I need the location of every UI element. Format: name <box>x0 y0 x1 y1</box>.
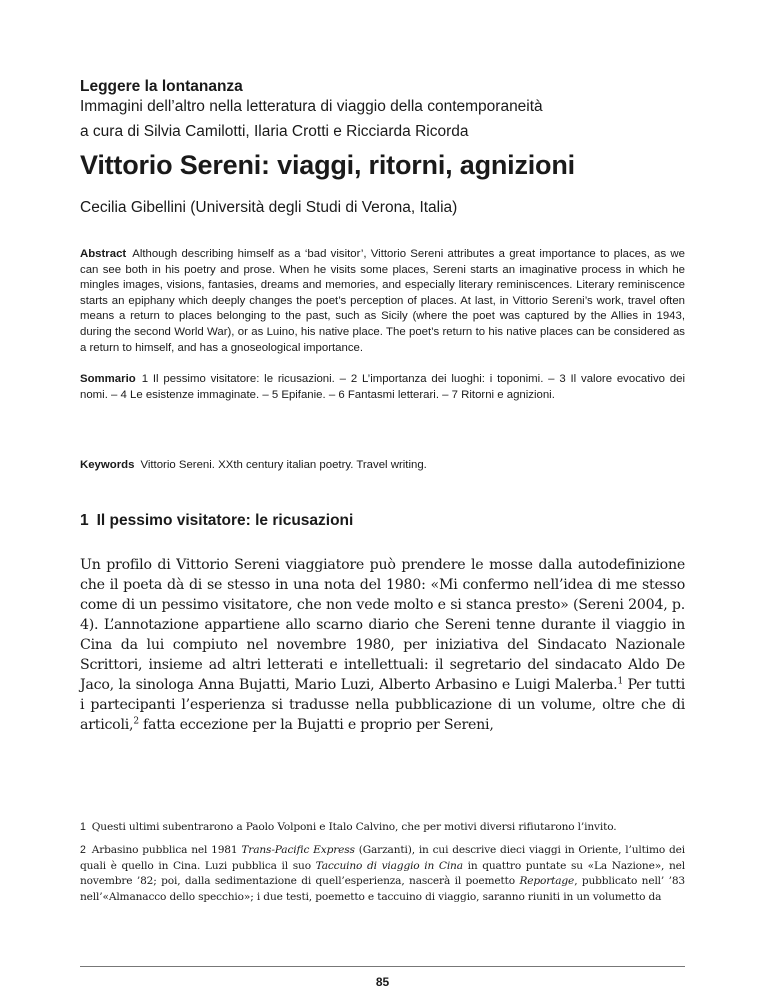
footnote-2-text-a: Arbasino pubblica nel 1981 <box>91 844 242 857</box>
volume-title: Leggere la lontananza <box>80 78 243 95</box>
footer-rule <box>80 966 685 967</box>
section-number: 1 <box>80 512 89 529</box>
body-text-part-2: Per tutti i partecipanti l’esperienza si tradusse nella pubblicazione di un volume, oltre che di articoli, <box>80 677 686 733</box>
footnote-2 <box>80 843 685 905</box>
volume-subtitle: Immagini dell’altro nella letteratura di viaggio della contemporaneità <box>80 98 543 115</box>
footnote-2-text-c: (Garzanti), in cui descrive dieci viaggi in Oriente, l’ultimo dei quali è quello in Cina. Luzi pubblica il suo <box>80 844 685 872</box>
footnote-ref-1[interactable]: 1 <box>617 676 623 687</box>
footnote-2-title-trans-pacific: Trans-Pacific Express <box>241 844 355 857</box>
footnote-2-title-taccuino: Taccuino di viaggio in Cina <box>315 859 463 872</box>
volume-editors: a cura di Silvia Camilotti, Ilaria Crotti e Ricciarda Ricorda <box>80 123 469 140</box>
keywords-text: Vittorio Sereni. XXth century italian poetry. Travel writing. <box>140 459 427 471</box>
article-title: Vittorio Sereni: viaggi, ritorni, agnizioni <box>80 150 575 180</box>
footnote-2-number: 2 <box>80 844 86 857</box>
abstract <box>80 247 685 356</box>
footnote-1 <box>80 820 685 835</box>
footnote-1-number: 1 <box>80 821 86 833</box>
summary-text: 1 Il pessimo visitatore: le ricusazioni. – 2 L’importanza dei luoghi: i toponimi. – 3 Il valore evocativo dei nomi. – 4 Le esistenze immaginate. – 5 Epifanie. – 6 Fantasmi letterari. – 7 Ritorni e agnizioni. <box>80 373 685 401</box>
summary-label: Sommario <box>80 373 136 385</box>
footnote-2-text-e: in quattro puntate su «La Nazione», nel novembre ’82; poi, dalla sedimentazione di quell’esperienza, nascerà il poemetto <box>80 859 685 888</box>
abstract-text: Although describing himself as a ‘bad visitor’, Vittorio Sereni attributes a great importance to places, as we can see both in his poetry and prose. When he visits some places, Sereni starts an imaginative process in which he mingles images, visions, fantasies, dreams and memories, and especially literary reminiscences. Literary reminiscence starts an epiphany which deeply changes the poet’s perception of places. At last, in Vittorio Sereni’s work, travel often means a return to places belonging to the past, such as Sicily (where the poet was captured by the Allies in 1943, during the second World War), or as Luino, his native place. The poet’s return to his native places can be considered as a return to himself, and has a gnoseological importance. <box>80 248 685 354</box>
section-title: Il pessimo visitatore: le ricusazioni <box>96 512 354 529</box>
footnote-ref-2[interactable]: 2 <box>133 716 139 727</box>
body-paragraph <box>80 555 685 735</box>
keywords <box>80 458 685 474</box>
body-text-part-3: fatta eccezione per la Bujatti e proprio per Sereni, <box>138 717 494 733</box>
footnote-2-title-reportage: Reportage <box>519 875 575 888</box>
body-text-part-1: Un profilo di Vittorio Sereni viaggiatore può prendere le mosse dalla autodefinizione che il poeta dà di se stesso in una nota del 1980: «Mi confermo nell’idea di me stesso come di un pessimo visitatore, che non vede molto e si stanca presto» (Sereni 2004, p. 4). L’annotazione appartiene allo scarno diario che Sereni tenne durante il viaggio in Cina da lui compiuto nel novembre 1980, per iniziativa del Sindacato Nazionale Scrittori, insieme ad altri letterati e intellettuali: il segretario del sindacato Aldo De Jaco, la sinologa Anna Bujatti, Mario Luzi, Alberto Arbasino e Luigi Malerba. <box>80 557 685 693</box>
page-number: 85 <box>375 975 390 989</box>
footnote-1-text: Questi ultimi subentrarono a Paolo Volponi e Italo Calvino, che per motivi diversi rifiutarono l’invito. <box>91 821 617 833</box>
section-heading <box>80 512 353 530</box>
article-author: Cecilia Gibellini (Università degli Studi di Verona, Italia) <box>80 199 458 216</box>
footnotes <box>80 820 685 913</box>
footnote-2-text-g: , pubblicato nell’ ’83 nell’«Almanacco dello specchio»; i due testi, poemetto e taccuino di viaggio, saranno riuniti in un volumetto da <box>80 875 685 903</box>
keywords-label: Keywords <box>80 459 135 471</box>
summary <box>80 372 685 403</box>
abstract-label: Abstract <box>80 248 127 260</box>
